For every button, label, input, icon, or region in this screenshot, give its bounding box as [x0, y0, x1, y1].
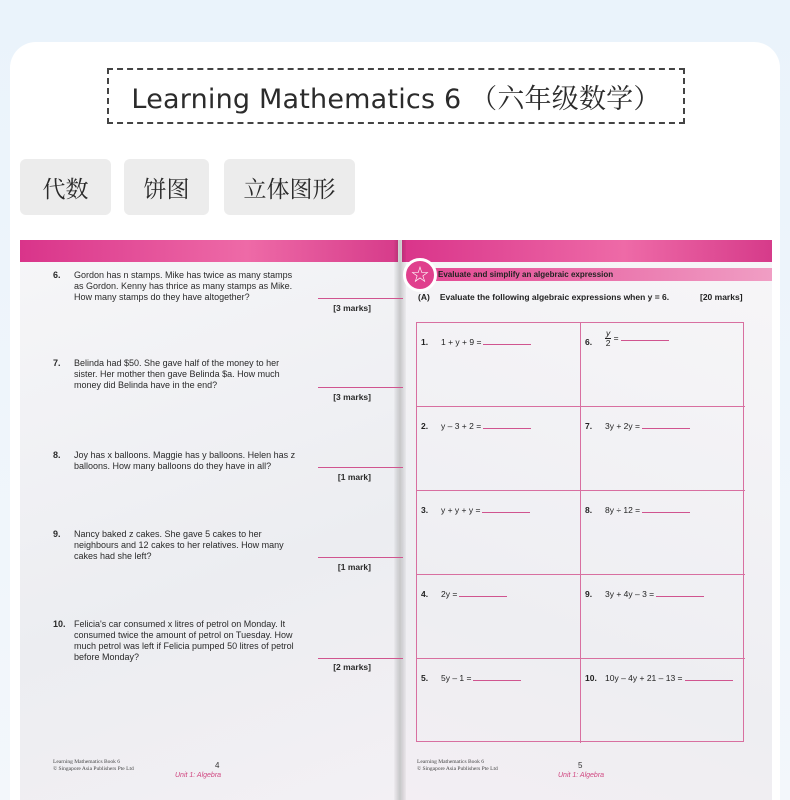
- section-heading: Evaluate and simplify an algebraic expression: [432, 268, 772, 281]
- left-page-band: [20, 240, 398, 262]
- tag-algebra[interactable]: 代数: [20, 159, 111, 215]
- answer-blank[interactable]: [459, 596, 507, 597]
- book-spread: [20, 240, 772, 800]
- right-footer: Learning Mathematics Book 6 © Singapore Asia Publishers Pte Ltd: [417, 759, 498, 772]
- item-3: 3. y + y + y =: [417, 491, 581, 575]
- item-9: 9. 3y + 4y – 3 =: [581, 575, 745, 659]
- left-page-number: 4: [215, 761, 220, 770]
- left-page: [20, 240, 398, 800]
- page-title: Learning Mathematics 6 （六年级数学）: [107, 68, 685, 124]
- right-page-number: 5: [578, 761, 583, 770]
- answer-blank[interactable]: [656, 596, 704, 597]
- item-1: 1. 1 + y + 9 =: [417, 323, 581, 407]
- item-5: 5. 5y – 1 =: [417, 659, 581, 743]
- right-unit-label: Unit 1: Algebra: [558, 772, 605, 779]
- item-6: 6. $\frac{y}{2}$ =: [581, 323, 745, 407]
- item-4: 4. 2y =: [417, 575, 581, 659]
- answer-blank[interactable]: [483, 344, 531, 345]
- answer-blank[interactable]: [642, 512, 690, 513]
- item-2: 2. y – 3 + 2 =: [417, 407, 581, 491]
- tag-solid-figures[interactable]: 立体图形: [224, 159, 355, 215]
- item-7: 7. 3y + 2y =: [581, 407, 745, 491]
- answer-blank[interactable]: [482, 512, 530, 513]
- answer-blank[interactable]: [621, 340, 669, 341]
- book-gutter: [394, 240, 406, 800]
- question-6: 6. Gordon has n stamps. Mike has twice as many stamps as Gordon. Kenny has thrice as many stamps as Mike. How many stamps do they have altogether? [3 marks]: [53, 270, 383, 320]
- left-footer: Learning Mathematics Book 6 © Singapore Asia Publishers Pte Ltd: [53, 759, 134, 772]
- right-page-band: [402, 240, 772, 262]
- answer-blank[interactable]: [642, 428, 690, 429]
- question-10: 10. Felicia's car consumed x litres of petrol on Monday. It consumed twice the amount of petrol on Tuesday. How much petrol was left if Felicia pumped 50 litres of petrol before Monday? [2 marks]: [53, 619, 383, 679]
- star-icon: ☆: [403, 258, 437, 292]
- tag-pie-chart[interactable]: 饼图: [124, 159, 209, 215]
- item-8: 8. 8y ÷ 12 =: [581, 491, 745, 575]
- answer-grid: [416, 322, 744, 742]
- section-marks: [20 marks]: [700, 292, 743, 302]
- answer-blank[interactable]: [685, 680, 733, 681]
- item-10: 10. 10y – 4y + 21 – 13 =: [581, 659, 745, 743]
- left-unit-label: Unit 1: Algebra: [175, 772, 222, 779]
- question-9: 9. Nancy baked z cakes. She gave 5 cakes to her neighbours and 12 cakes to her relatives. How many cakes had she left? [1 mark]: [53, 529, 383, 579]
- answer-blank[interactable]: [473, 680, 521, 681]
- instruction: (A) Evaluate the following algebraic expressions when y = 6.: [418, 292, 670, 302]
- question-8: 8. Joy has x balloons. Maggie has y balloons. Helen has z balloons. How many balloons do they have in all? [1 mark]: [53, 450, 383, 490]
- question-7: 7. Belinda had $50. She gave half of the money to her sister. Her mother then gave Belinda $a. How much money did Belinda have in the end? [3 marks]: [53, 358, 383, 408]
- answer-blank[interactable]: [483, 428, 531, 429]
